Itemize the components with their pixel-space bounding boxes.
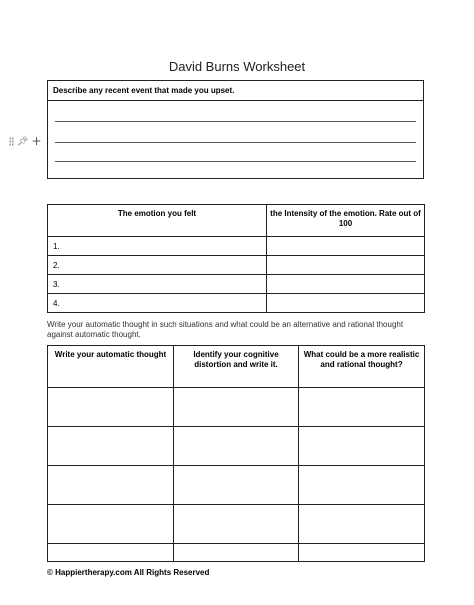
table-cell[interactable]	[174, 427, 299, 466]
writing-line[interactable]	[55, 161, 416, 162]
thought-instructions: Write your automatic thought in such situations and what could be an alternative and rational thought against automatic thought.	[47, 320, 404, 339]
table-row	[48, 237, 425, 256]
drag-handle-icon[interactable]	[9, 137, 14, 146]
table-header-row	[48, 205, 425, 237]
table-row	[48, 275, 425, 294]
table-cell[interactable]	[299, 466, 425, 505]
table-row	[48, 544, 425, 562]
table-cell[interactable]	[48, 427, 174, 466]
table-row	[48, 256, 425, 275]
intensity-cell[interactable]	[267, 237, 425, 256]
table-cell[interactable]	[174, 544, 299, 562]
row-number[interactable]: 3.	[48, 275, 267, 294]
table-cell[interactable]	[48, 388, 174, 427]
event-box	[47, 80, 424, 179]
column-header-rational-thought: What could be a more realistic and rational thought?	[299, 346, 425, 388]
table-cell[interactable]	[174, 505, 299, 544]
intensity-cell[interactable]	[267, 256, 425, 275]
table-cell[interactable]	[48, 466, 174, 505]
pushpin-icon[interactable]: 📌︎	[17, 135, 29, 146]
writing-line[interactable]	[55, 121, 416, 122]
table-cell[interactable]	[299, 388, 425, 427]
table-row	[48, 294, 425, 313]
plus-icon[interactable]: +	[31, 134, 42, 148]
thought-table	[47, 345, 425, 562]
table-cell[interactable]	[299, 544, 425, 562]
table-header-row	[48, 346, 425, 388]
worksheet-title: David Burns Worksheet	[168, 59, 306, 74]
intensity-cell[interactable]	[267, 275, 425, 294]
column-header-automatic-thought: Write your automatic thought	[48, 346, 174, 388]
column-header-emotion: The emotion you felt	[48, 205, 267, 237]
row-number[interactable]: 1.	[48, 237, 267, 256]
copyright-footer: © Happiertherapy.com All Rights Reserved	[47, 568, 210, 577]
table-row	[48, 505, 425, 544]
table-row	[48, 427, 425, 466]
writing-line[interactable]	[55, 142, 416, 143]
table-cell[interactable]	[48, 505, 174, 544]
table-row	[48, 388, 425, 427]
table-cell[interactable]	[174, 388, 299, 427]
event-prompt: Describe any recent event that made you upset.	[48, 81, 423, 101]
table-row	[48, 466, 425, 505]
table-cell[interactable]	[299, 427, 425, 466]
table-cell[interactable]	[48, 544, 174, 562]
block-handle[interactable]	[9, 134, 42, 148]
table-cell[interactable]	[174, 466, 299, 505]
table-cell[interactable]	[299, 505, 425, 544]
column-header-cognitive-distortion: Identify your cognitive distortion and write it.	[174, 346, 299, 388]
row-number[interactable]: 2.	[48, 256, 267, 275]
column-header-intensity: the Intensity of the emotion. Rate out of 100	[267, 205, 425, 237]
emotion-table	[47, 204, 425, 313]
intensity-cell[interactable]	[267, 294, 425, 313]
row-number[interactable]: 4.	[48, 294, 267, 313]
